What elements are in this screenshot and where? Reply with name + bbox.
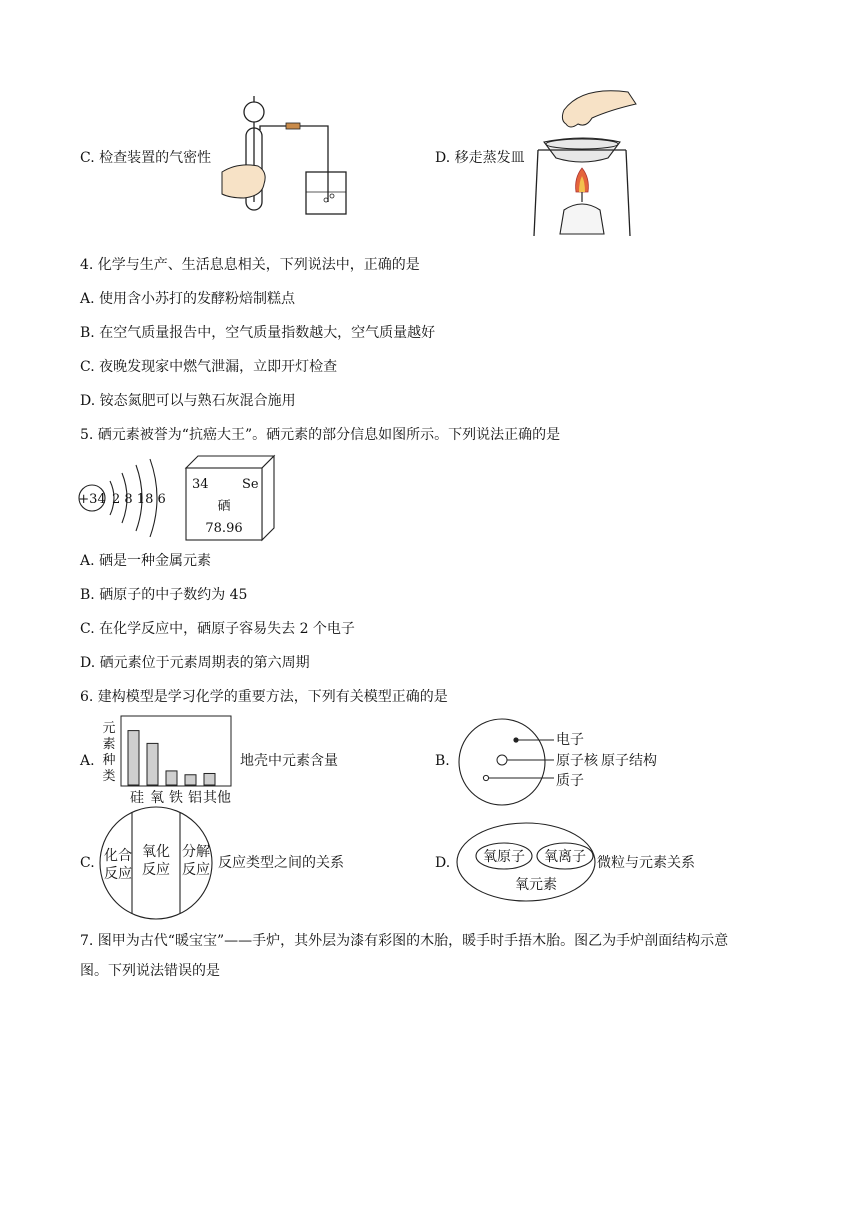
combination-reaction-label-2: 反应 — [104, 866, 132, 882]
x-tick-label-4: 其他 — [203, 790, 231, 806]
q6-option-a-caption: 地壳中元素含量 — [240, 753, 338, 769]
q6-option-b-label: B. — [435, 753, 450, 769]
periodic-table-cell-selenium — [186, 456, 276, 542]
q4-option-c: C. 夜晚发现家中燃气泄漏，立即开灯检查 — [80, 359, 338, 375]
q6-option-c-label: C. — [80, 855, 95, 871]
gas-tightness-apparatus-illustration — [218, 92, 358, 222]
q6-option-c-caption: 反应类型之间的关系 — [218, 855, 344, 871]
element-name: 硒 — [217, 499, 231, 514]
q5-option-a: A. 硒是一种金属元素 — [80, 553, 212, 569]
crust-element-bar-chart — [100, 716, 235, 806]
q3-option-d: D. 移走蒸发皿 — [435, 150, 525, 166]
oxygen-atom-label: 氧原子 — [483, 849, 525, 865]
y-axis-char-2: 素 — [102, 737, 116, 752]
oxygen-element-label: 氧元素 — [515, 877, 557, 893]
atomic-number: 34 — [192, 477, 209, 492]
y-axis-char-1: 元 — [102, 721, 116, 736]
atom-structure-model — [456, 718, 686, 808]
oxidation-reaction-label-1: 氧化 — [142, 844, 170, 860]
particle-element-diagram — [456, 822, 596, 902]
combination-reaction-label-1: 化合 — [104, 848, 132, 864]
x-tick-label-2: 铁 — [169, 790, 183, 806]
q7-stem-line-1: 7. 图甲为古代“暖宝宝”——手炉，其外层为漆有彩图的木胎，暖手时手捂木胎。图乙为手炉剖面结构示意 — [80, 933, 729, 949]
bar-3 — [185, 775, 196, 785]
electron-label: 电子 — [556, 732, 584, 748]
y-axis-char-3: 种 — [102, 753, 116, 768]
reaction-types-diagram — [96, 810, 216, 916]
q6-option-d-caption: 微粒与元素关系 — [597, 855, 695, 871]
q4-option-a: A. 使用含小苏打的发酵粉焙制糕点 — [80, 291, 296, 307]
bar-2 — [166, 771, 177, 785]
x-tick-label-3: 铝 — [188, 790, 202, 806]
q4-stem: 4. 化学与生产、生活息息相关，下列说法中，正确的是 — [80, 257, 420, 273]
q5-option-b: B. 硒原子的中子数约为 45 — [80, 587, 248, 603]
bar-1 — [147, 743, 158, 785]
element-symbol: Se — [242, 477, 259, 492]
oxygen-ion-label: 氧离子 — [544, 849, 586, 865]
selenium-atom-structure-diagram — [78, 455, 178, 541]
proton-label: 质子 — [556, 773, 584, 789]
atomic-mass: 78.96 — [205, 521, 243, 536]
x-tick-label-0: 硅 — [130, 790, 144, 806]
q5-stem: 5. 硒元素被誉为“抗癌大王”。硒元素的部分信息如图所示。下列说法正确的是 — [80, 427, 561, 443]
oxidation-reaction-label-2: 反应 — [142, 862, 170, 878]
electron-shells: 2 8 18 6 — [112, 492, 166, 507]
nucleus-label: 原子核 — [556, 753, 598, 769]
x-tick-label-1: 氧 — [150, 790, 164, 806]
q3-option-c: C. 检查装置的气密性 — [80, 150, 212, 166]
decomposition-reaction-label-2: 反应 — [182, 862, 210, 878]
decomposition-reaction-label-1: 分解 — [182, 844, 210, 860]
q4-option-d: D. 铵态氮肥可以与熟石灰混合施用 — [80, 393, 296, 409]
nucleus-charge: +34 — [78, 492, 106, 507]
q5-option-d: D. 硒元素位于元素周期表的第六周期 — [80, 655, 310, 671]
bar-0 — [128, 731, 139, 785]
evaporating-dish-hand-illustration — [530, 84, 640, 238]
q6-stem: 6. 建构模型是学习化学的重要方法，下列有关模型正确的是 — [80, 689, 448, 705]
q6-option-a-label: A. — [80, 753, 95, 769]
q5-option-c: C. 在化学反应中，硒原子容易失去 2 个电子 — [80, 621, 355, 637]
q7-stem-line-2: 图。下列说法错误的是 — [80, 963, 220, 979]
y-axis-char-4: 类 — [102, 769, 116, 784]
q4-option-b: B. 在空气质量报告中，空气质量指数越大，空气质量越好 — [80, 325, 436, 341]
q6-option-d-label: D. — [435, 855, 451, 871]
bar-4 — [204, 773, 215, 785]
atom-structure-caption: 原子结构 — [601, 753, 657, 769]
